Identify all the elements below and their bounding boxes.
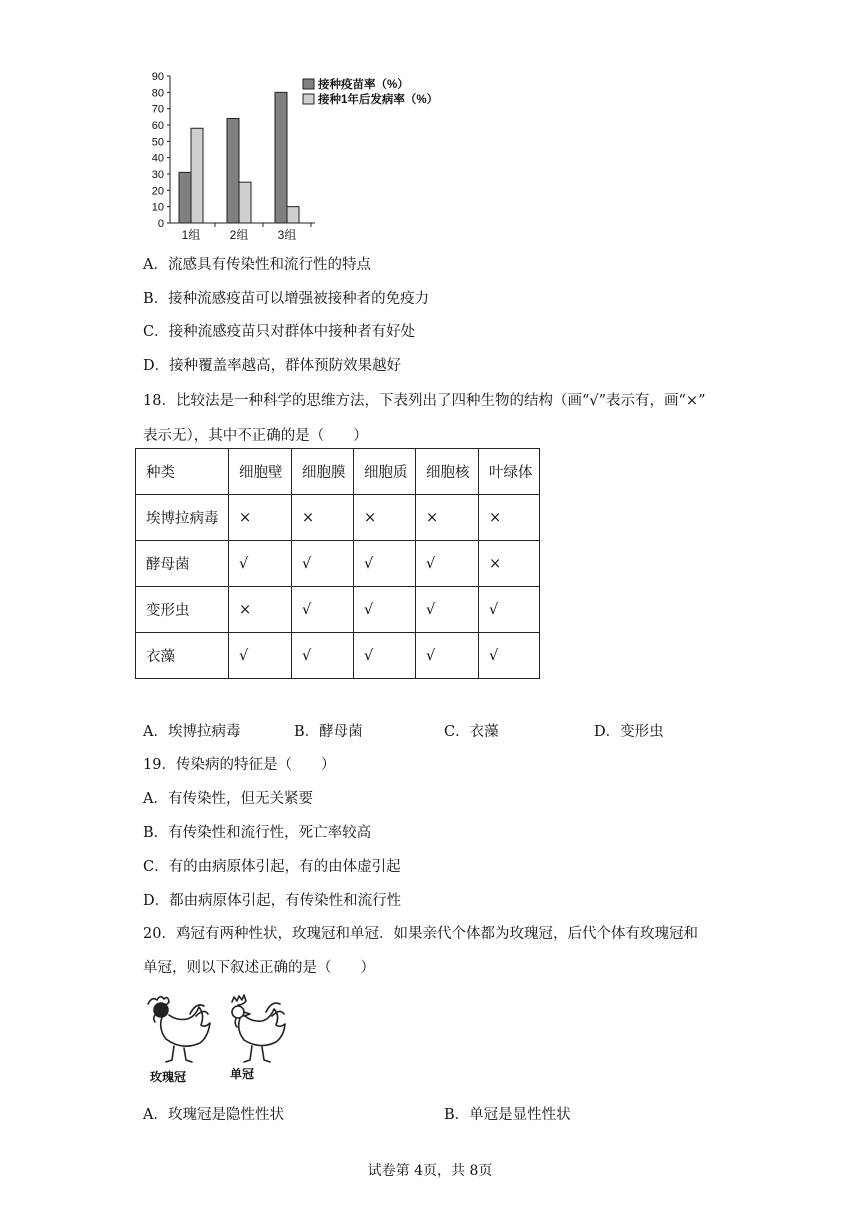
x-tick-label: 3组 — [277, 228, 297, 242]
q20-option-a: A．玫瑰冠是隐性性状 — [143, 1107, 284, 1123]
bar — [179, 172, 191, 223]
bar — [191, 128, 203, 223]
table-cell: × — [229, 495, 292, 541]
table-cell: × — [416, 495, 479, 541]
q20-stem-line1: 20．鸡冠有两种性状，玫瑰冠和单冠．如果亲代个体都为玫瑰冠，后代个体有玫瑰冠和 — [143, 926, 698, 942]
q17-option-c: C．接种流感疫苗只对群体中接种者有好处 — [143, 324, 416, 340]
page-footer: 试卷第 4页，共 8页 — [367, 1163, 493, 1179]
q19-option-b: B．有传染性和流行性，死亡率较高 — [143, 825, 372, 841]
single-comb-rooster-icon — [232, 995, 285, 1062]
y-tick-label: 60 — [151, 120, 164, 132]
table-cell: × — [292, 495, 354, 541]
q17-option-a: A．流感具有传染性和流行性的特点 — [143, 257, 371, 273]
table-header-cell: 细胞质 — [354, 449, 416, 495]
table-cell: √ — [479, 633, 540, 679]
q18-option-c: C．衣藻 — [444, 724, 499, 740]
q19-option-d: D．都由病原体引起，有传染性和流行性 — [143, 893, 402, 909]
organism-structure-table — [135, 448, 540, 679]
q20-option-b: B．单冠是显性性状 — [444, 1107, 571, 1123]
legend-swatch — [303, 94, 314, 104]
y-tick-label: 40 — [151, 152, 164, 165]
q18-stem-line2: 表示无），其中不正确的是（ ） — [143, 428, 368, 444]
table-cell: √ — [292, 587, 354, 633]
y-tick-label: 0 — [157, 218, 164, 230]
bar — [239, 182, 251, 223]
table-header-cell: 叶绿体 — [479, 449, 540, 495]
table-cell: × — [479, 495, 540, 541]
table-cell: 埃博拉病毒 — [136, 495, 229, 541]
q18-option-b: B．酵母菌 — [294, 724, 363, 740]
y-tick-label: 50 — [151, 136, 164, 149]
y-tick-label: 10 — [151, 201, 164, 214]
bar — [227, 118, 239, 223]
table-row — [136, 587, 540, 633]
bar — [287, 207, 299, 223]
table-cell: × — [354, 495, 416, 541]
table-cell: √ — [354, 633, 416, 679]
single-comb-label: 单冠 — [230, 1067, 255, 1081]
q20-stem-line2: 单冠，则以下叙述正确的是（ ） — [143, 960, 375, 976]
q18-option-d: D．变形虫 — [594, 724, 664, 740]
y-tick-label: 20 — [151, 185, 164, 198]
q17-option-d: D．接种覆盖率越高，群体预防效果越好 — [143, 358, 402, 374]
table-cell: 衣藻 — [136, 633, 229, 679]
q19-option-a: A．有传染性，但无关紧要 — [143, 791, 313, 807]
q18-stem-line1: 18．比较法是一种科学的思维方法，下表列出了四种生物的结构（画“√”表示有，画“×” — [143, 393, 706, 409]
table-cell: √ — [416, 541, 479, 587]
table-cell: √ — [354, 587, 416, 633]
table-cell: 酵母菌 — [136, 541, 229, 587]
y-tick-label: 80 — [151, 87, 164, 100]
table-header-cell: 细胞核 — [416, 449, 479, 495]
y-tick-label: 30 — [151, 169, 164, 181]
table-cell: √ — [479, 587, 540, 633]
x-tick-label: 2组 — [229, 228, 249, 242]
table-cell: × — [479, 541, 540, 587]
table-cell: √ — [416, 587, 479, 633]
rose-comb-rooster-icon — [148, 997, 210, 1062]
table-header-cell: 种类 — [136, 449, 229, 495]
table-header-row — [136, 449, 540, 495]
legend-label: 接种疫苗率（%） — [318, 79, 409, 91]
y-tick-label: 90 — [151, 71, 164, 83]
table-cell: √ — [229, 541, 292, 587]
q19-stem: 19．传染病的特征是（ ） — [143, 757, 336, 773]
table-row — [136, 541, 540, 587]
table-cell: √ — [354, 541, 416, 587]
bar — [275, 92, 287, 223]
table-cell: × — [229, 587, 292, 633]
vaccine-bar-chart — [143, 68, 463, 248]
table-row — [136, 633, 540, 679]
table-cell: 变形虫 — [136, 587, 229, 633]
q19-option-c: C．有的由病原体引起，有的由体虚引起 — [143, 859, 401, 875]
table-cell: √ — [229, 633, 292, 679]
x-tick-label: 1组 — [181, 228, 201, 242]
table-cell: √ — [292, 541, 354, 587]
y-tick-label: 70 — [151, 103, 164, 116]
table-header-cell: 细胞壁 — [229, 449, 292, 495]
legend-swatch — [303, 79, 314, 89]
rooster-illustration — [140, 990, 300, 1085]
table-row — [136, 495, 540, 541]
q17-option-b: B．接种流感疫苗可以增强被接种者的免疫力 — [143, 291, 430, 307]
rose-comb-label: 玫瑰冠 — [150, 1070, 187, 1084]
table-header-cell: 细胞膜 — [292, 449, 354, 495]
table-cell: √ — [292, 633, 354, 679]
q18-option-a: A．埃博拉病毒 — [143, 724, 241, 740]
legend-label: 接种1年后发病率（%） — [318, 94, 439, 106]
table-cell: √ — [416, 633, 479, 679]
